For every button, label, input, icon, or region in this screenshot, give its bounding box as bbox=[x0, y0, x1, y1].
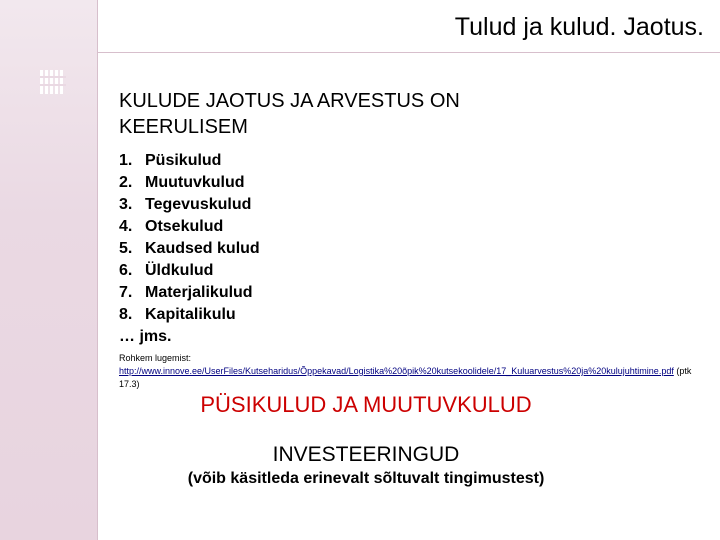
list-item: 5. Kaudsed kulud bbox=[119, 240, 260, 257]
reference-line bbox=[119, 365, 709, 391]
list-item: 6. Üldkulud bbox=[119, 262, 214, 279]
investments-note: (võib käsitleda erinevalt sõltuvalt tingimustest) bbox=[187, 470, 545, 487]
list-item: 1. Püsikulud bbox=[119, 152, 222, 169]
slide-title: Tulud ja kulud. Jaotus. bbox=[454, 13, 704, 41]
header-divider bbox=[98, 52, 720, 53]
list-item: 7. Materjalikulud bbox=[119, 284, 253, 301]
list-item: 4. Otsekulud bbox=[119, 218, 224, 235]
section-heading: KULUDE JAOTUS JA ARVESTUS ON KEERULISEM bbox=[119, 90, 460, 138]
reference-suffix: (ptk 17.3) bbox=[119, 366, 692, 389]
list-item: 2. Muutuvkulud bbox=[119, 174, 245, 191]
list-item: 3. Tegevuskulud bbox=[119, 196, 252, 213]
reference-link[interactable]: http://www.innove.ee/UserFiles/Kutseharidus/Õppekavad/Logistika%20õpik%20kutsekoolidele/17_Kuluarvestus%20ja%20kulujuhtimine.pdf bbox=[119, 366, 674, 376]
reference-block bbox=[119, 352, 709, 391]
reference-label: Rohkem lugemist: bbox=[119, 353, 192, 363]
fixed-variable-costs-heading: PÜSIKULUD JA MUUTUVKULUD bbox=[200, 392, 532, 417]
cost-type-list bbox=[119, 150, 260, 348]
logo-icon bbox=[40, 70, 66, 94]
list-extra: … jms. bbox=[119, 328, 172, 345]
investments-heading: INVESTEERINGUD bbox=[272, 443, 460, 466]
list-item: 8. Kapitalikulu bbox=[119, 306, 236, 323]
